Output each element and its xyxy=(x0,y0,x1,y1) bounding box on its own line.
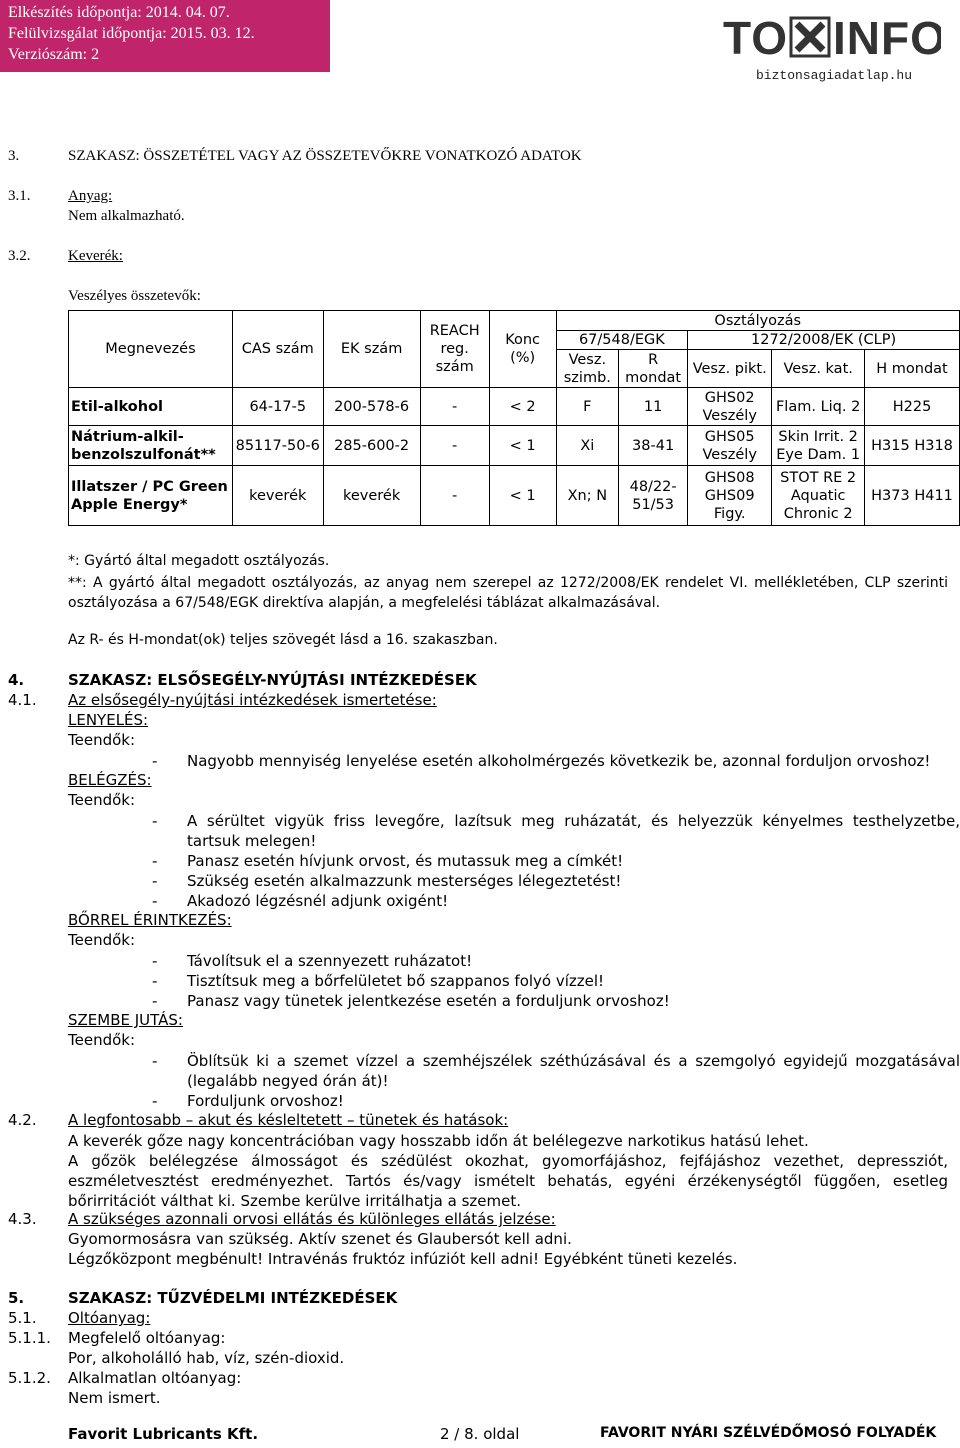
s43-para-2: Légzőközpont megbénult! Intravénás fruktóz infúziót kell adni! Egyébként tüneti kezelés. xyxy=(68,1250,738,1268)
s512-label: Alkalmatlan oltóanyag: xyxy=(68,1369,242,1387)
th-vesz-szimb: Vesz. szimb. xyxy=(556,350,619,388)
inhalation-todo-label: Teendők: xyxy=(68,791,136,809)
cell-symb: F xyxy=(556,388,619,426)
cell-konc: < 2 xyxy=(489,388,556,426)
table-row xyxy=(69,466,960,526)
list-item: - Panasz esetén hívjunk orvost, és mutassuk meg a címkét! xyxy=(152,852,624,870)
cell-kat: STOT RE 2 Aquatic Chronic 2 xyxy=(772,466,865,526)
cell-name: Etil-alkohol xyxy=(69,388,233,426)
cell-r: 38-41 xyxy=(619,426,688,466)
s43-para-1: Gyomormosásra van szükség. Aktív szenet és Glaubersót kell adni. xyxy=(68,1230,572,1248)
list-item: - A sérültet vigyük friss levegőre, lazítsuk meg ruházatát, és helyezzük kényelmes testhelyzetbe, tartsuk melegen! xyxy=(152,812,960,850)
revised-date: Felülvizsgálat időpontja: 2015. 03. 12. xyxy=(8,25,255,42)
list-item: - Tisztítsuk meg a bőrfelületet bő szappanos folyó vízzel! xyxy=(152,972,605,990)
cell-reach: - xyxy=(420,426,489,466)
skin-contact-heading: BŐRREL ÉRINTKEZÉS: xyxy=(68,911,232,929)
s43-number: 4.3. xyxy=(8,1210,37,1228)
s43-label: A szükséges azonnali orvosi ellátás és különleges ellátás jelzése: xyxy=(68,1210,556,1228)
s41-number: 4.1. xyxy=(8,691,37,709)
s51-number: 5.1. xyxy=(8,1309,37,1327)
cell-symb: Xi xyxy=(556,426,619,466)
eye-todo-label: Teendők: xyxy=(68,1031,136,1049)
s42-para-1: A keverék gőze nagy koncentrációban vagy hosszabb időn át belélegezve narkotikus hatású lehet. xyxy=(68,1132,809,1150)
s511-text: Por, alkoholálló hab, víz, szén-dioxid. xyxy=(68,1349,345,1367)
th-reach: REACH reg. szám xyxy=(420,311,489,388)
th-ek: EK szám xyxy=(323,311,420,388)
s42-label: A legfontosabb – akut és késleltetett – tünetek és hatások: xyxy=(68,1111,509,1129)
composition-table xyxy=(68,310,960,526)
cell-konc: < 1 xyxy=(489,426,556,466)
cell-kat: Flam. Liq. 2 xyxy=(772,388,865,426)
cell-h: H225 xyxy=(865,388,960,426)
cell-kat: Skin Irrit. 2 Eye Dam. 1 xyxy=(772,426,865,466)
s42-para-2: A gőzök belélegzése álmosságot és szédülést okozhat, gyomorfájáshoz, fejfájáshoz vezethet, depressziót, eszméletvesztést eredményezhet. Tartós és/vagy ismételt behatás, egyéni érzékenységtől függően, esetleg bőrirritációt válthat ki. Szembe kerülve irritálhatja a szemet. xyxy=(68,1152,948,1210)
cell-r: 11 xyxy=(619,388,688,426)
section5-title: SZAKASZ: TŰZVÉDELMI INTÉZKEDÉSEK xyxy=(68,1289,398,1307)
s31-text: Nem alkalmazható. xyxy=(68,208,185,224)
skin-todo-label: Teendők: xyxy=(68,931,136,949)
cell-h: H373 H411 xyxy=(865,466,960,526)
section3-number: 3. xyxy=(8,148,20,164)
svg-text:TO: TO xyxy=(723,14,789,60)
footer-page-number: 2 / 8. oldal xyxy=(440,1425,520,1443)
cell-ek: 285-600-2 xyxy=(323,426,420,466)
cell-name: Nátrium-alkil-benzolszulfonát** xyxy=(69,426,233,466)
created-date: Elkészítés időpontja: 2014. 04. 07. xyxy=(8,4,230,21)
ingestion-todo-label: Teendők: xyxy=(68,731,136,749)
s512-text: Nem ismert. xyxy=(68,1389,161,1407)
list-item: - Nagyobb mennyiség lenyelése esetén alkoholmérgezés következik be, azonnal forduljon orvoshoz! xyxy=(152,752,931,770)
th-cas: CAS szám xyxy=(232,311,323,388)
toxinfo-logo xyxy=(723,14,941,60)
th-r-mondat: R mondat xyxy=(619,350,688,388)
cell-name: Illatszer / PC Green Apple Energy* xyxy=(69,466,233,526)
s512-number: 5.1.2. xyxy=(8,1369,51,1387)
cell-konc: < 1 xyxy=(489,466,556,526)
ingestion-heading: LENYELÉS: xyxy=(68,711,149,729)
section3-title: SZAKASZ: ÖSSZETÉTEL VAGY AZ ÖSSZETEVŐKRE VONATKOZÓ ADATOK xyxy=(68,148,582,164)
list-item: - Akadozó légzésnél adjunk oxigént! xyxy=(152,892,449,910)
s31-number: 3.1. xyxy=(8,188,31,204)
th-name: Megnevezés xyxy=(69,311,233,388)
note-3: Az R- és H-mondat(ok) teljes szövegét lásd a 16. szakaszban. xyxy=(68,632,498,648)
site-url[interactable]: biztonsagiadatlap.hu xyxy=(756,68,913,83)
th-konc: Konc (%) xyxy=(489,311,556,388)
list-item: - Szükség esetén alkalmazzunk mesterséges lélegeztetést! xyxy=(152,872,622,890)
s51-label: Oltóanyag: xyxy=(68,1309,151,1327)
th-directive: 67/548/EGK xyxy=(556,331,688,350)
s41-label: Az elsősegély-nyújtási intézkedések ismertetése: xyxy=(68,691,437,709)
cell-ek: 200-578-6 xyxy=(323,388,420,426)
section4-number: 4. xyxy=(8,671,25,689)
s511-number: 5.1.1. xyxy=(8,1329,51,1347)
th-classification: Osztályozás xyxy=(556,311,959,331)
list-item: - Öblítsük ki a szemet vízzel a szemhéjszélek széthúzásával és a szemgolyó egyidejű mozgatásával (legalább negyed órán át)! xyxy=(152,1052,960,1090)
s511-label: Megfelelő oltóanyag: xyxy=(68,1329,226,1347)
s32-label: Keverék: xyxy=(68,248,123,264)
cell-pikt: GHS08 GHS09 Figy. xyxy=(688,466,772,526)
cell-reach: - xyxy=(420,388,489,426)
eye-contact-heading: SZEMBE JUTÁS: xyxy=(68,1011,183,1029)
cell-cas: keverék xyxy=(232,466,323,526)
s31-label: Anyag: xyxy=(68,188,113,204)
note-1: *: Gyártó által megadott osztályozás. xyxy=(68,553,330,569)
cell-symb: Xn; N xyxy=(556,466,619,526)
cell-cas: 64-17-5 xyxy=(232,388,323,426)
svg-text:INFO: INFO xyxy=(833,14,941,60)
list-item: - Távolítsuk el a szennyezett ruházatot! xyxy=(152,952,473,970)
s42-number: 4.2. xyxy=(8,1111,37,1129)
section4-title: SZAKASZ: ELSŐSEGÉLY-NYÚJTÁSI INTÉZKEDÉSEK xyxy=(68,671,477,689)
note-2: **: A gyártó által megadott osztályozás, az anyag nem szerepel az 1272/2008/EK rendelet VI. mellékletében, CLP szerinti osztályozása a 67/548/EGK direktíva alapján, a megfelelési táblázat alkalmazásával. xyxy=(68,575,948,611)
cell-ek: keverék xyxy=(323,466,420,526)
list-item: - Forduljunk orvoshoz! xyxy=(152,1092,344,1110)
list-item: - Panasz vagy tünetek jelentkezése esetén a forduljunk orvoshoz! xyxy=(152,992,670,1010)
section5-number: 5. xyxy=(8,1289,25,1307)
cell-pikt: GHS02 Veszély xyxy=(688,388,772,426)
table-row xyxy=(69,388,960,426)
th-vesz-kat: Vesz. kat. xyxy=(772,350,865,388)
cell-reach: - xyxy=(420,466,489,526)
cell-cas: 85117-50-6 xyxy=(232,426,323,466)
th-clp: 1272/2008/EK (CLP) xyxy=(688,331,960,350)
cell-r: 48/22-51/53 xyxy=(619,466,688,526)
footer-product: FAVORIT NYÁRI SZÉLVÉDŐMOSÓ FOLYADÉK xyxy=(600,1425,937,1441)
inhalation-heading: BELÉGZÉS: xyxy=(68,771,152,789)
version-number: Verziószám: 2 xyxy=(8,46,100,63)
table-row xyxy=(69,426,960,466)
th-vesz-pikt: Vesz. pikt. xyxy=(688,350,772,388)
footer-company: Favorit Lubricants Kft. xyxy=(68,1425,259,1443)
cell-h: H315 H318 xyxy=(865,426,960,466)
s32-number: 3.2. xyxy=(8,248,31,264)
cell-pikt: GHS05 Veszély xyxy=(688,426,772,466)
th-h-mondat: H mondat xyxy=(865,350,960,388)
hazard-components-label: Veszélyes összetevők: xyxy=(68,288,201,304)
